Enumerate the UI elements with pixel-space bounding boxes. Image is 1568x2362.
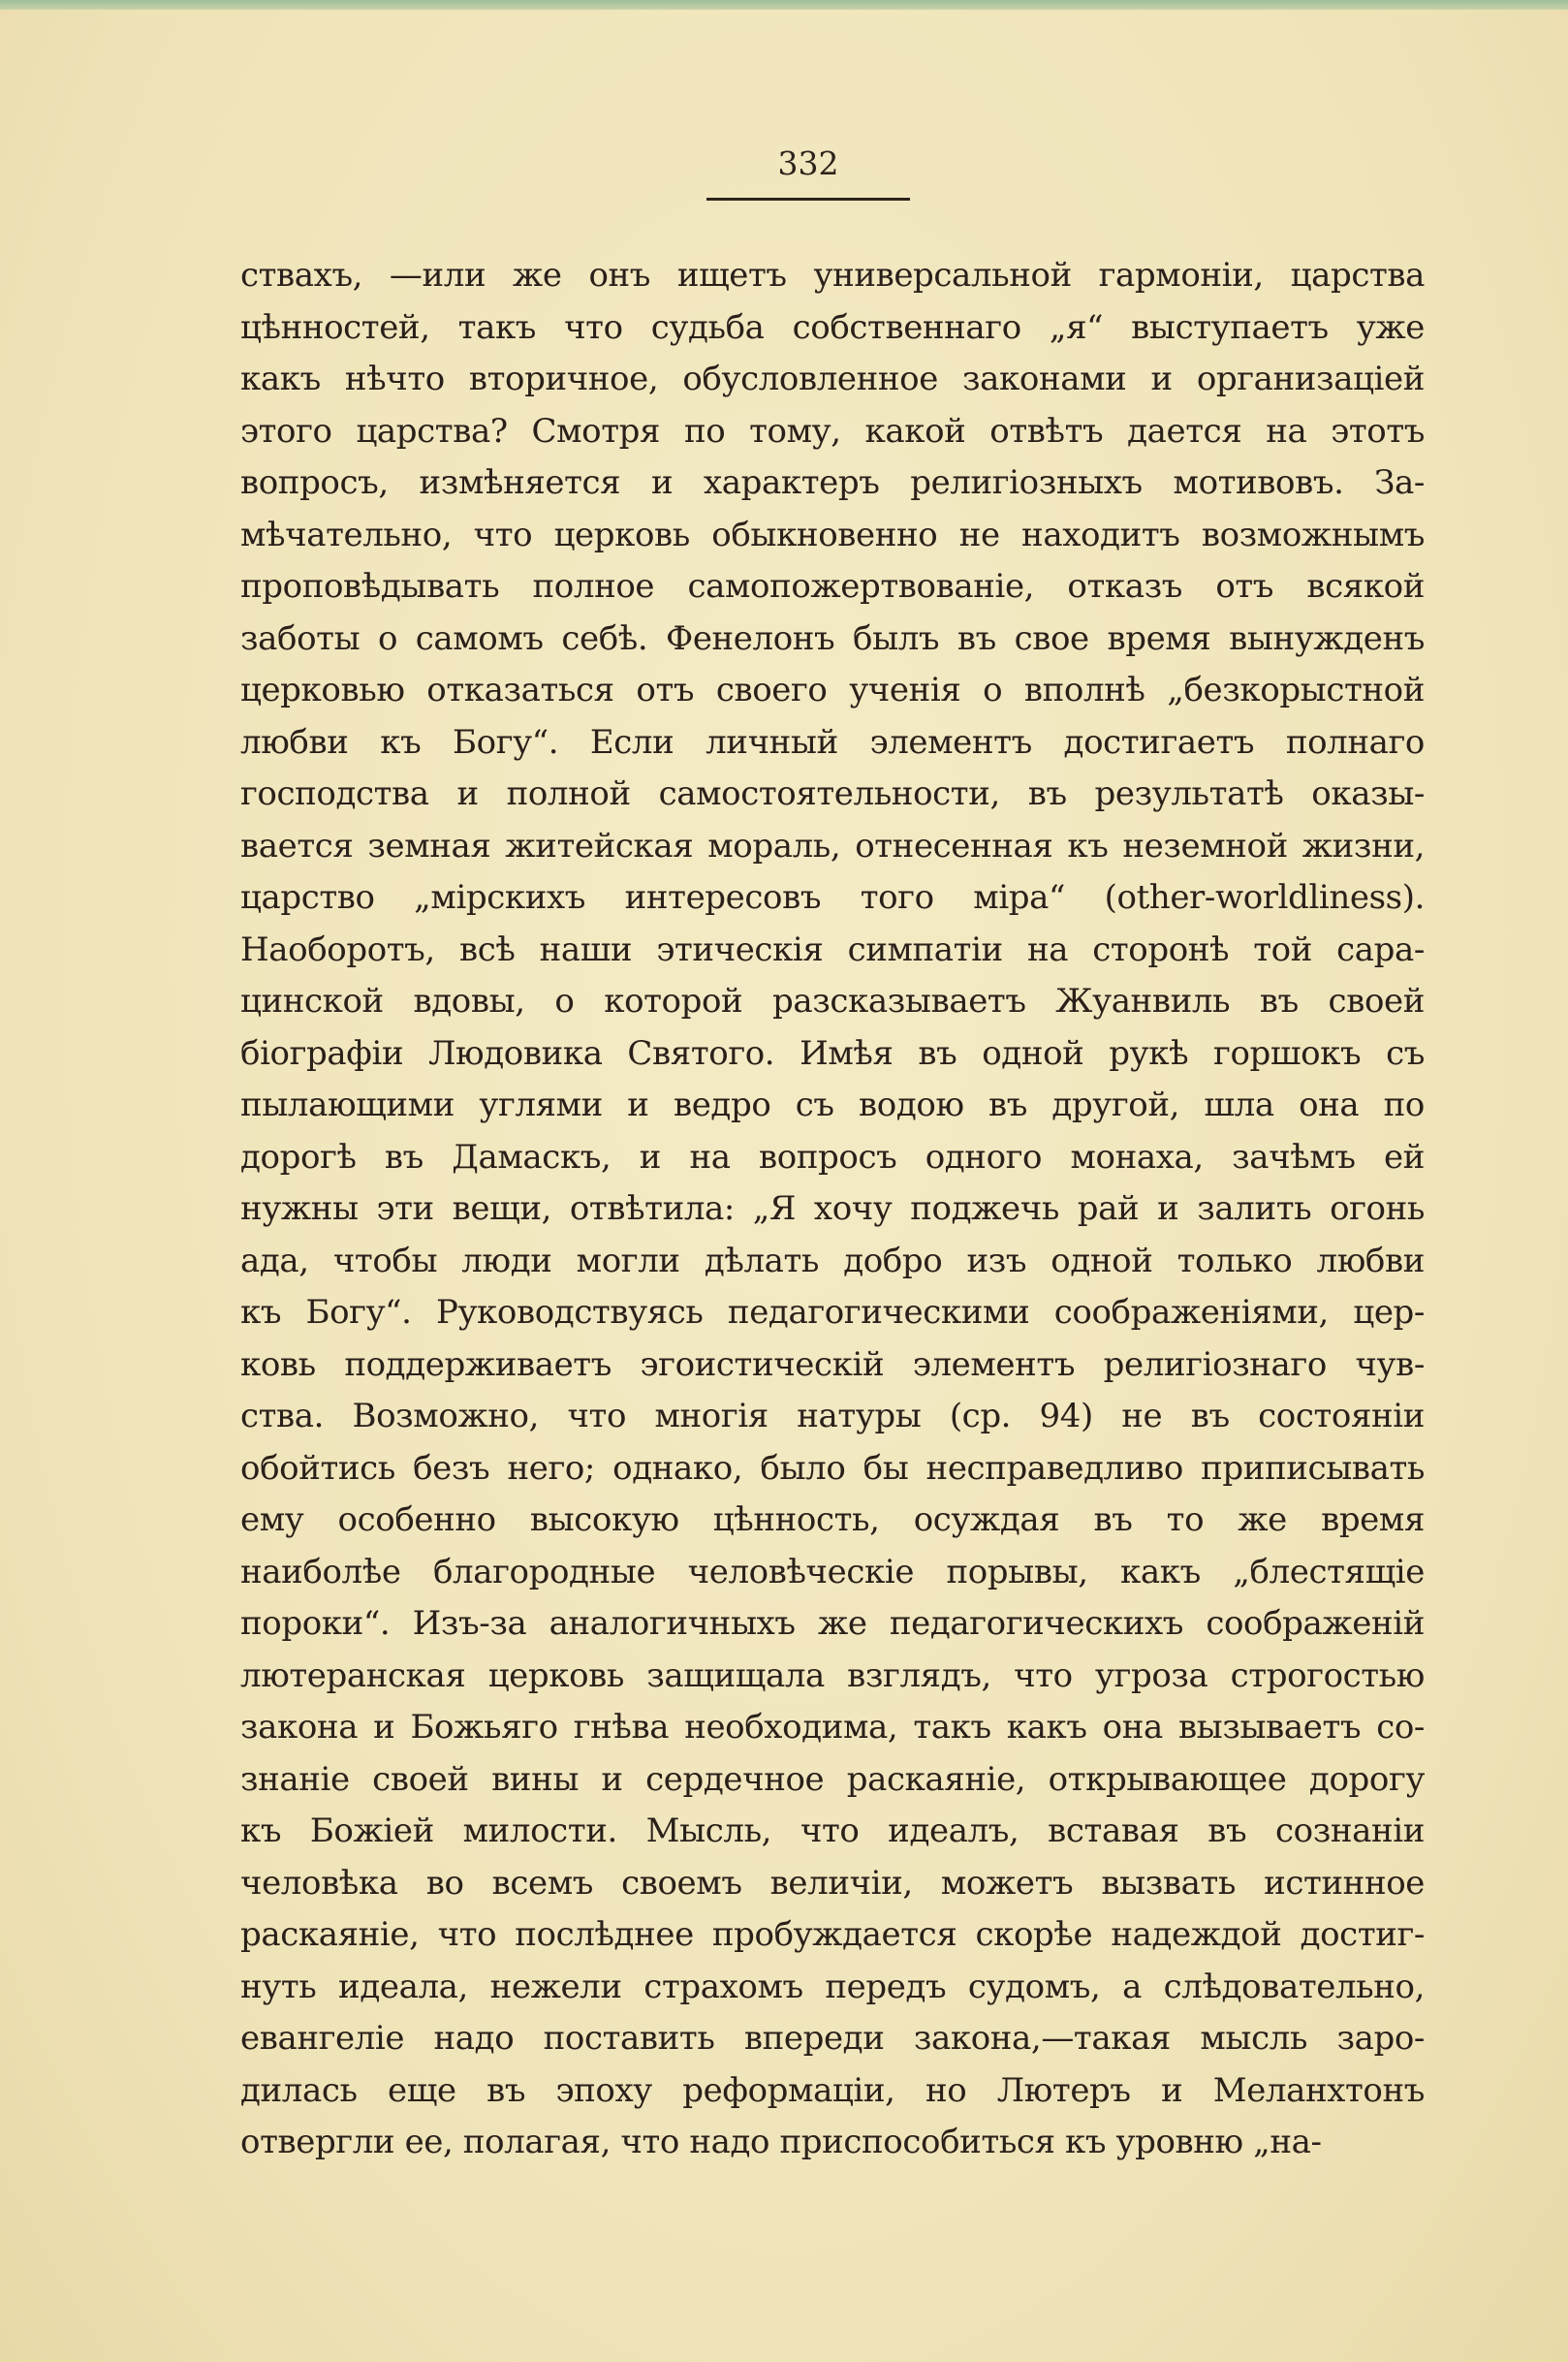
text-line: пороки“. Изъ-за аналогичныхъ же педагогическихъ соображеній <box>240 1604 1425 1643</box>
text-line: отвергли ее, полагая, что надо приспособиться къ уровню „на- <box>240 2123 1322 2161</box>
text-line: наиболѣе благородные человѣческіе порывы, какъ „блестящіе <box>240 1552 1425 1591</box>
text-line: евангеліе надо поставить впереди закона,—такая мысль заро- <box>240 2019 1425 2058</box>
text-line: человѣка во всемъ своемъ величіи, можетъ вызвать истинное <box>240 1863 1425 1903</box>
text-line: нужны эти вещи, отвѣтила: „Я хочу поджечь рай и залить огонь <box>240 1189 1425 1228</box>
text-line: Наоборотъ, всѣ наши этическія симпатіи на сторонѣ той сара- <box>240 929 1425 969</box>
text-line: любви къ Богу“. Если личный элементъ достигаетъ полнаго <box>240 722 1425 762</box>
text-line: обойтись безъ него; однако, было бы несправедливо приписывать <box>240 1448 1425 1488</box>
text-line: знаніе своей вины и сердечное раскаяніе, открывающее дорогу <box>240 1759 1425 1799</box>
text-line: ковь поддерживаетъ эгоистическій элементъ религіознаго чув- <box>240 1344 1425 1384</box>
text-line: цѣнностей, такъ что судьба собственнаго „я“ выступаетъ уже <box>240 307 1425 347</box>
header-rule <box>706 198 910 201</box>
text-line: вается земная житейская мораль, отнесенная къ неземной жизни, <box>240 826 1425 866</box>
text-line: вопросъ, измѣняется и характеръ религіозныхъ мотивовъ. За- <box>240 463 1425 502</box>
text-line: этого царства? Смотря по тому, какой отвѣтъ дается на этотъ <box>240 411 1425 451</box>
text-line: цинской вдовы, о которой разсказываетъ Жуанвиль въ своей <box>240 982 1425 1021</box>
text-line: нуть идеала, нежели страхомъ передъ судомъ, а слѣдовательно, <box>240 1967 1425 2006</box>
text-line: ада, чтобы люди могли дѣлать добро изъ одной только любви <box>240 1241 1425 1280</box>
text-line: пылающими углями и ведро съ водою въ другой, шла она по <box>240 1086 1425 1124</box>
text-line: церковью отказаться отъ своего ученія о вполнѣ „безкорыстной <box>240 671 1425 709</box>
text-line: къ Божіей милости. Мысль, что идеалъ, вставая въ сознаніи <box>240 1811 1425 1850</box>
text-line: ствахъ, —или же онъ ищетъ универсальной гармоніи, царства <box>240 256 1425 295</box>
text-line: проповѣдывать полное самопожертвованіе, отказъ отъ всякой <box>240 567 1425 606</box>
text-line: раскаяніе, что послѣднее пробуждается скорѣе надеждой достиг- <box>240 1915 1425 1954</box>
text-line: къ Богу“. Руководствуясь педагогическими соображеніями, цер- <box>240 1293 1425 1332</box>
text-line: дорогѣ въ Дамаскъ, и на вопросъ одного монаха, зачѣмъ ей <box>240 1137 1425 1177</box>
text-line: ства. Возможно, что многія натуры (ср. 94) не въ состояніи <box>240 1397 1425 1435</box>
text-line: лютеранская церковь защищала взглядъ, что угроза строгостью <box>240 1655 1425 1695</box>
text-line: заботы о самомъ себѣ. Фенелонъ былъ въ свое время вынужденъ <box>240 618 1425 658</box>
body-text <box>240 250 1425 2169</box>
text-line: ему особенно высокую цѣнность, осуждая въ то же время <box>240 1500 1425 1539</box>
text-line: мѣчательно, что церковь обыкновенно не находитъ возможнымъ <box>240 515 1425 554</box>
page-top-edge <box>0 0 1568 10</box>
text-line: закона и Божьяго гнѣва необходима, такъ какъ она вызываетъ со- <box>240 1708 1425 1747</box>
text-line: господства и полной самостоятельности, въ результатѣ оказы- <box>240 774 1425 813</box>
text-line: біографіи Людовика Святого. Имѣя въ одной рукѣ горшокъ съ <box>240 1033 1425 1073</box>
page-number: 332 <box>777 144 839 182</box>
text-line: царство „мірскихъ интересовъ того міра“ (other-worldliness). <box>240 878 1425 917</box>
text-line: какъ нѣчто вторичное, обусловленное законами и организаціей <box>240 360 1425 398</box>
text-line: дилась еще въ эпоху реформаціи, но Лютеръ и Меланхтонъ <box>240 2070 1425 2110</box>
